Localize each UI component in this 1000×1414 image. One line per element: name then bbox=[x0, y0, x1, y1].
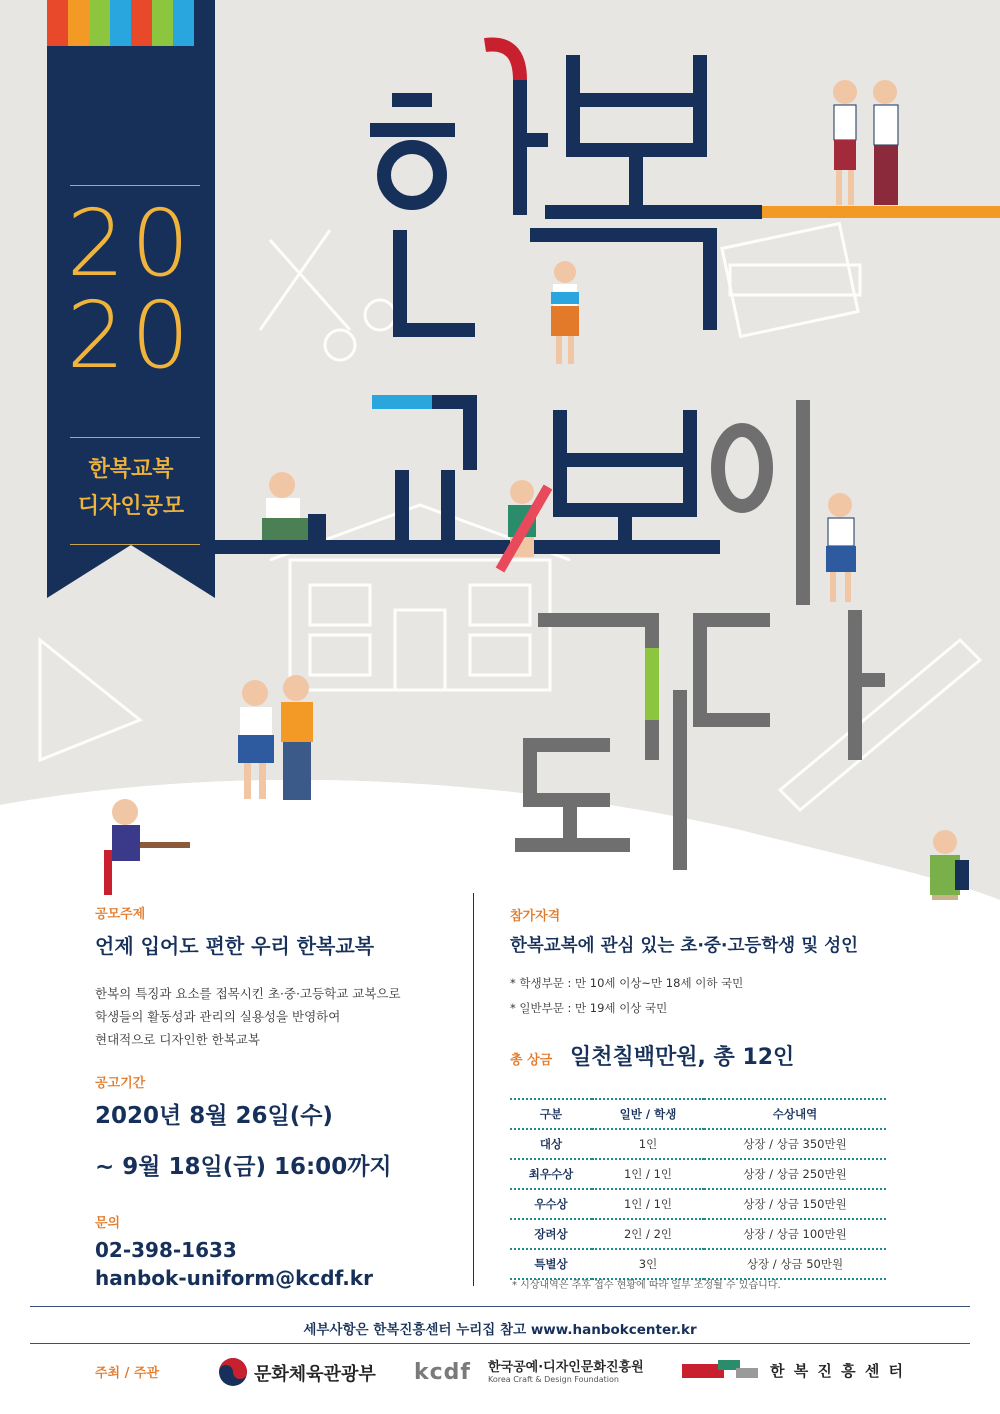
stripe bbox=[152, 0, 173, 46]
row-category: 최우수상 bbox=[510, 1159, 592, 1189]
awards-table bbox=[510, 1098, 886, 1280]
row-count: 3인 bbox=[592, 1249, 704, 1279]
host-label: 주최 / 주관 bbox=[95, 1366, 160, 1381]
year-line2: 20 bbox=[66, 282, 196, 389]
row-award: 상장 / 상금 350만원 bbox=[704, 1129, 886, 1159]
org1-name: 문화체육관광부 bbox=[254, 1364, 376, 1385]
table-row bbox=[510, 1129, 886, 1159]
stripe bbox=[110, 0, 131, 46]
table-row bbox=[510, 1219, 886, 1249]
row-category: 장려상 bbox=[510, 1219, 592, 1249]
banner-divider-top bbox=[70, 185, 200, 186]
student-figure bbox=[826, 493, 856, 602]
scissors-outline bbox=[260, 230, 350, 330]
header-category: 구분 bbox=[510, 1099, 592, 1129]
stripe bbox=[131, 0, 152, 46]
theme-desc-line: 한복의 특징과 요소를 접목시킨 초·중·고등학교 교복으로 bbox=[95, 986, 401, 1001]
footer-divider-bottom bbox=[30, 1343, 970, 1344]
header-count: 일반 / 학생 bbox=[592, 1099, 704, 1129]
org2-english-name: Korea Craft & Design Foundation bbox=[488, 1375, 619, 1384]
footer-divider-top bbox=[30, 1306, 970, 1307]
year-line1: 20 bbox=[66, 190, 196, 297]
kcdf-logo: kcdf bbox=[414, 1360, 471, 1385]
eligibility-student: * 학생부문 : 만 10세 이상~만 18세 이하 국민 bbox=[510, 976, 744, 990]
banner-subtitle-line2: 디자인공모 bbox=[77, 494, 185, 519]
student-figure bbox=[262, 472, 326, 540]
row-count: 1인 / 1인 bbox=[592, 1189, 704, 1219]
period-label: 공고기간 bbox=[95, 1076, 146, 1091]
banner-divider-bottom bbox=[70, 544, 200, 545]
contact-email[interactable]: hanbok-uniform@kcdf.kr bbox=[95, 1266, 373, 1290]
theme-label: 공모주제 bbox=[95, 907, 146, 922]
contact-phone[interactable]: 02-398-1633 bbox=[95, 1238, 237, 1262]
student-figure bbox=[500, 480, 548, 570]
row-award: 상장 / 상금 100만원 bbox=[704, 1219, 886, 1249]
row-count: 2인 / 2인 bbox=[592, 1219, 704, 1249]
contact-label: 문의 bbox=[95, 1216, 121, 1231]
org2-name: 한국공예·디자인문화진흥원 bbox=[488, 1360, 644, 1375]
table-header-row bbox=[510, 1099, 886, 1129]
hanbok-center-logo-icon bbox=[682, 1360, 758, 1382]
theme-desc-line: 학생들의 활동성과 관리의 실용성을 반영하여 bbox=[95, 1009, 341, 1024]
footer-note[interactable]: 세부사항은 한복진흥센터 누리집 참고 www.hanbokcenter.kr bbox=[303, 1322, 697, 1338]
stripe bbox=[47, 0, 68, 46]
eligibility-general: * 일반부문 : 만 19세 이상 국민 bbox=[510, 1001, 668, 1015]
government-emblem-icon bbox=[218, 1357, 248, 1387]
student-figure bbox=[833, 80, 898, 205]
org3-name: 한 복 진 흥 센 터 bbox=[770, 1362, 906, 1380]
header-award: 수상내역 bbox=[704, 1099, 886, 1129]
theme-desc-line: 현대적으로 디자인한 한복교복 bbox=[95, 1032, 260, 1047]
period-end: ~ 9월 18일(금) 16:00까지 bbox=[95, 1154, 392, 1180]
theme-title: 언제 입어도 편한 우리 한복교복 bbox=[95, 934, 375, 958]
row-award: 상장 / 상금 250만원 bbox=[704, 1159, 886, 1189]
stripe bbox=[194, 0, 215, 46]
row-award: 상장 / 상금 50만원 bbox=[704, 1249, 886, 1279]
theme-description bbox=[95, 982, 401, 1051]
student-figure bbox=[551, 261, 579, 364]
row-category: 우수상 bbox=[510, 1189, 592, 1219]
prize-note: * 시상내역은 추후 접수 현황에 따라 일부 조정될 수 있습니다. bbox=[512, 1280, 781, 1291]
color-stripes bbox=[47, 0, 215, 46]
stripe bbox=[173, 0, 194, 46]
table-row bbox=[510, 1189, 886, 1219]
column-divider bbox=[473, 893, 474, 1286]
table-row bbox=[510, 1159, 886, 1189]
period-start: 2020년 8월 26일(수) bbox=[95, 1103, 333, 1129]
row-category: 특별상 bbox=[510, 1249, 592, 1279]
table-row bbox=[510, 1249, 886, 1279]
row-count: 1인 bbox=[592, 1129, 704, 1159]
stripe bbox=[68, 0, 89, 46]
banner-divider-mid bbox=[70, 437, 200, 438]
pencil-outline bbox=[780, 640, 980, 810]
books-outline bbox=[722, 224, 858, 337]
row-award: 상장 / 상금 150만원 bbox=[704, 1189, 886, 1219]
banner-subtitle-line1: 한복교복 bbox=[88, 457, 174, 482]
eligibility-label: 참가자격 bbox=[510, 909, 561, 924]
stripe bbox=[89, 0, 110, 46]
row-count: 1인 / 1인 bbox=[592, 1159, 704, 1189]
prize-label: 총 상금 bbox=[510, 1053, 553, 1068]
prize-title: 일천칠백만원, 총 12인 bbox=[570, 1045, 795, 1070]
row-category: 대상 bbox=[510, 1129, 592, 1159]
triangle-ruler-outline bbox=[40, 640, 140, 760]
student-figure bbox=[930, 830, 969, 900]
eligibility-title: 한복교복에 관심 있는 초·중·고등학생 및 성인 bbox=[510, 936, 859, 956]
